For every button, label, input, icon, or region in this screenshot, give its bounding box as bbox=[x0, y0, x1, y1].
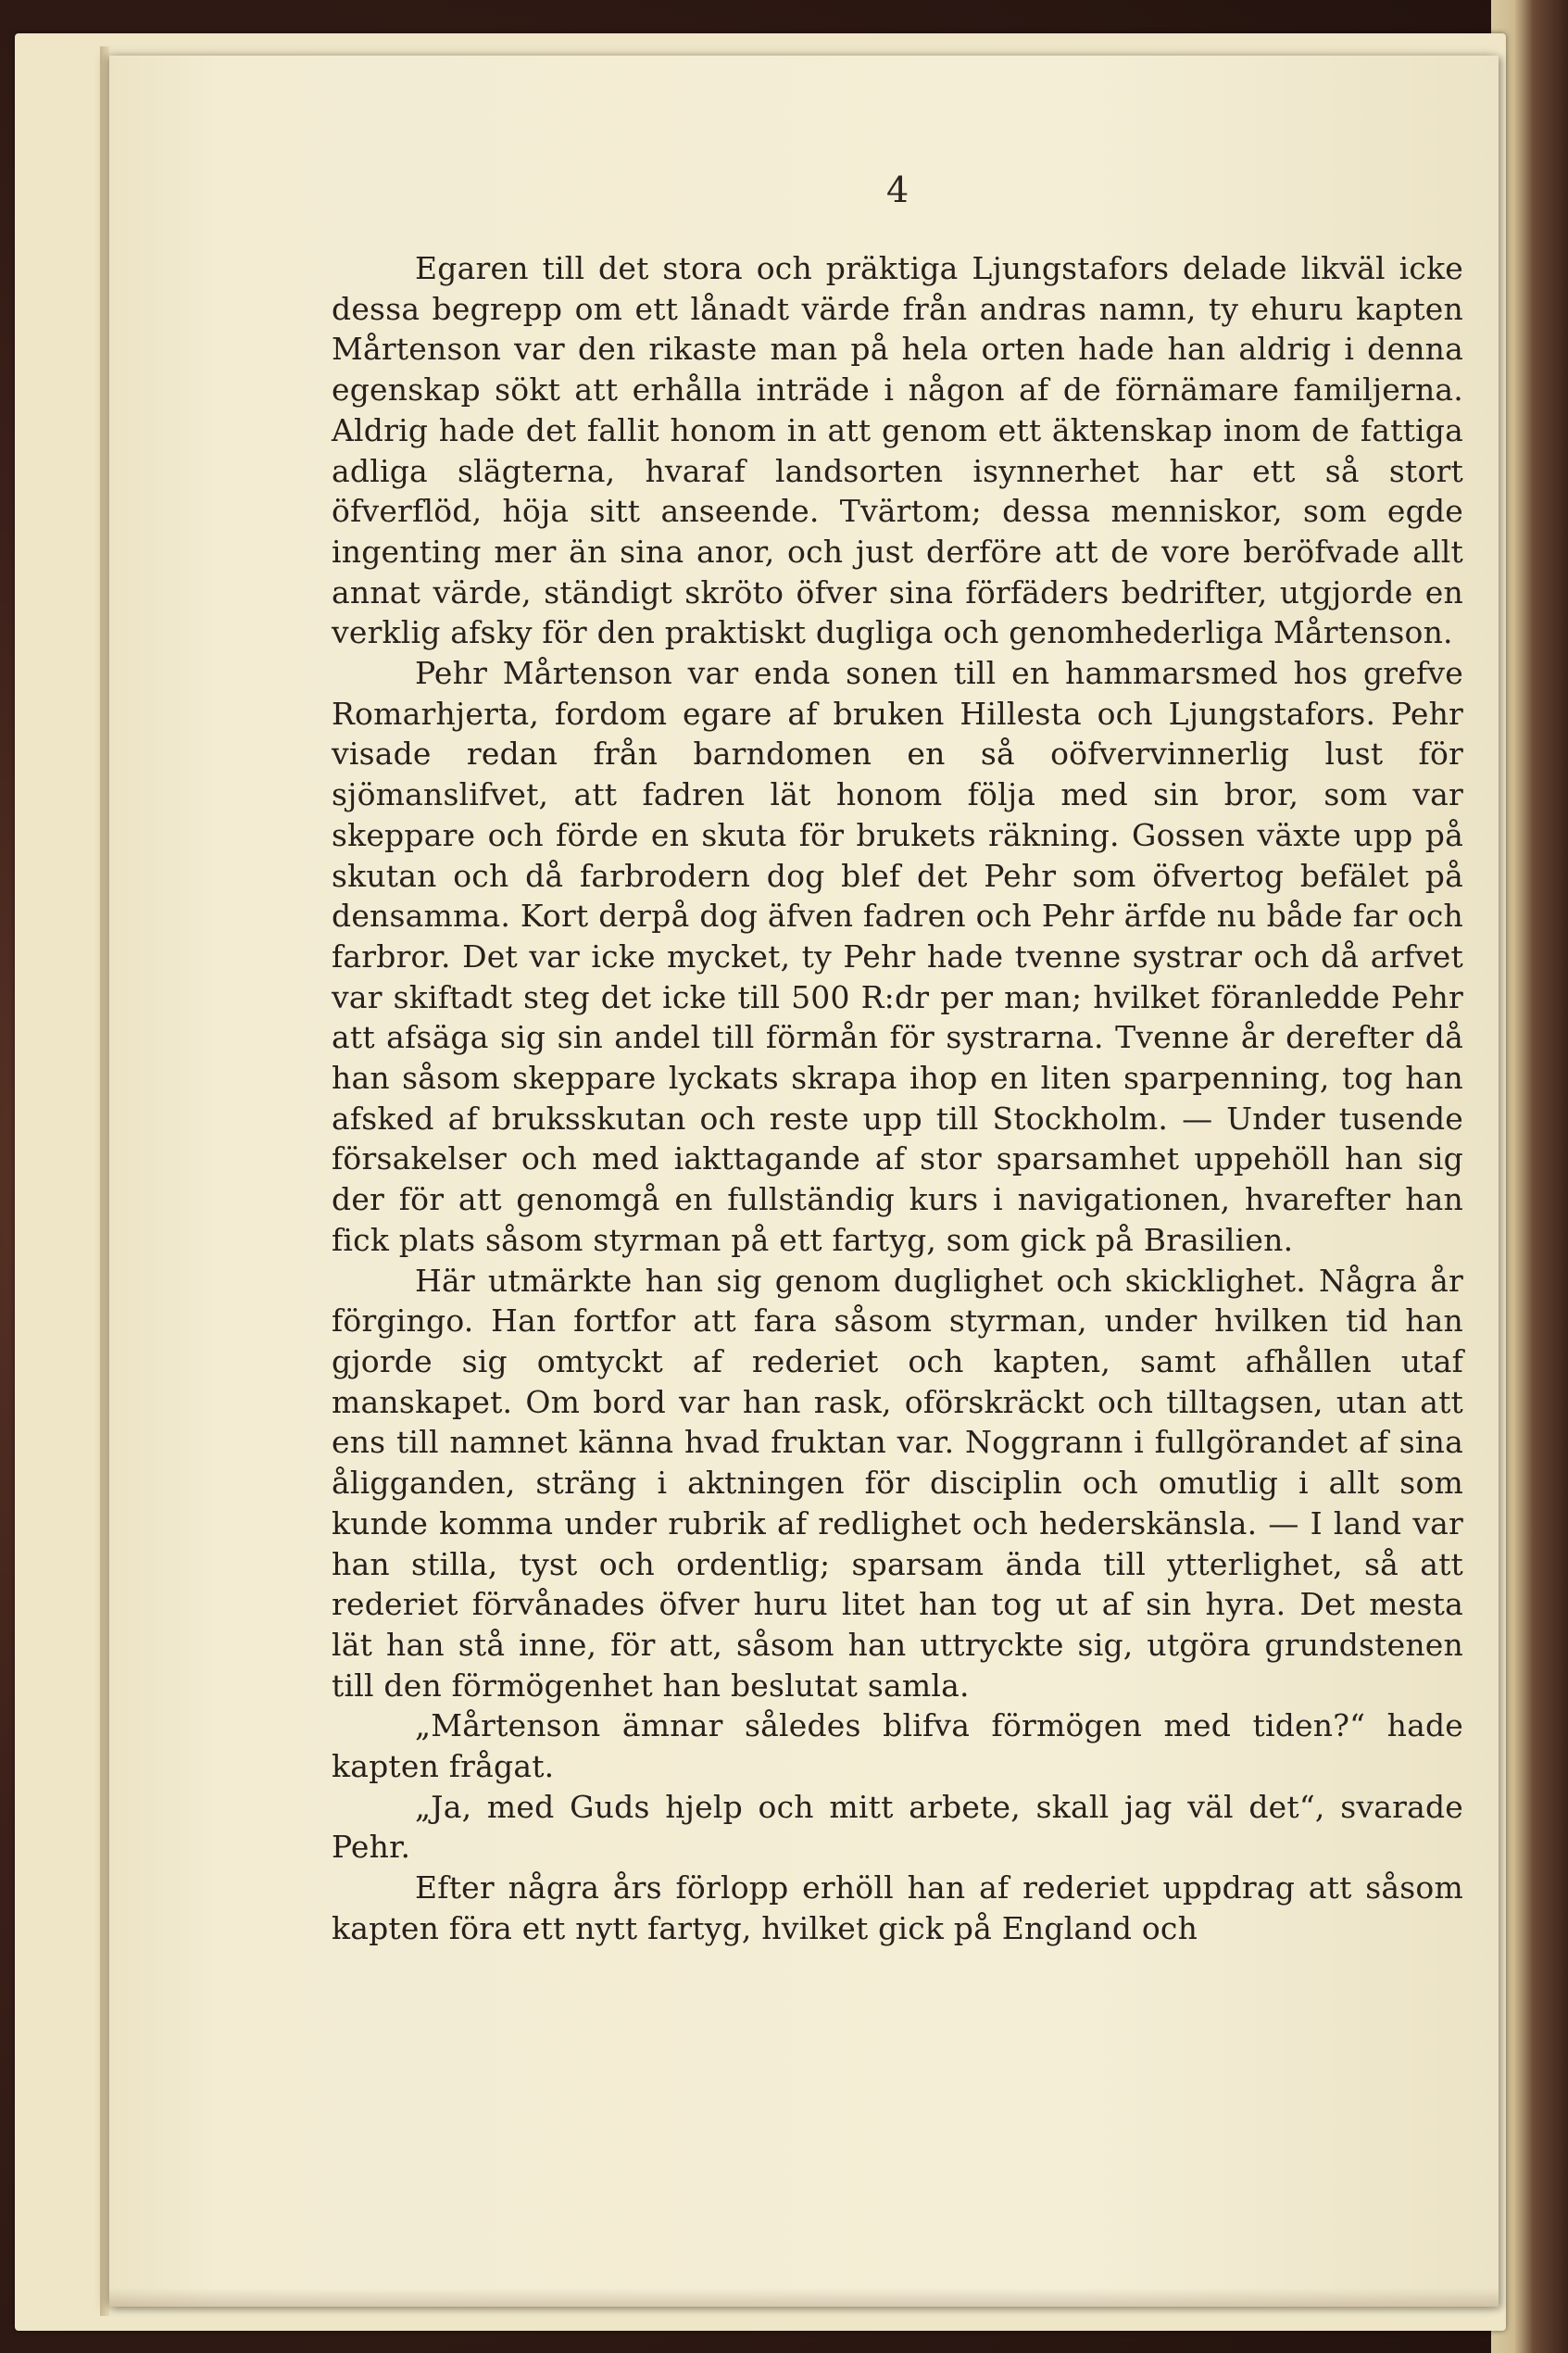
body-text bbox=[332, 248, 1463, 1949]
paragraph-2: Pehr Mårtenson var enda sonen till en hammarsmed hos grefve Romarhjerta, fordom egare af bruken Hillesta och Ljungstafors. Pehr visade redan från barndomen en så oöfvervinnerlig lust för sjömanslifvet, att fadren lät honom följa med sin bror, som var skeppare och förde en skuta för brukets räkning. Gossen växte upp på skutan och då farbrodern dog blef det Pehr som öfvertog befälet på densamma. Kort derpå dog äfven fadren och Pehr ärfde nu både far och farbror. Det var icke mycket, ty Pehr hade tvenne systrar och då arfvet var skiftadt steg det icke till 500 R:dr per man; hvilket föranledde Pehr att afsäga sig sin andel till förmån för systrarna. Tvenne år derefter då han såsom skeppare lyckats skrapa ihop en liten sparpenning, tog han afsked af bruksskutan och reste upp till Stockholm. — Under tusende försakelser och med iakttagande af stor sparsamhet uppehöll han sig der för att genomgå en fullständig kurs i navigationen, hvarefter han fick plats såsom styrman på ett fartyg, som gick på Brasilien. bbox=[332, 655, 1463, 1258]
paragraph-1: Egaren till det stora och präktiga Ljungstafors delade likväl icke dessa begrepp om ett lånadt värde från andras namn, ty ehuru kapten Mårtenson var den rikaste man på hela orten hade han aldrig i denna egenskap sökt att erhålla inträde i någon af de förnämare familjerna. Aldrig hade det fallit honom in att genom ett äktenskap inom de fattiga adliga slägterna, hvaraf landsorten isynnerhet har ett så stort öfverflöd, höja sitt anseende. Tvärtom; dessa menniskor, som egde ingenting mer än sina anor, och just derföre att de vore beröfvade allt annat värde, ständigt skröto öfver sina förfäders bedrifter, utgjorde en verklig afsky för den praktiskt dugliga och genomhederliga Mårtenson. bbox=[332, 250, 1463, 651]
paragraph-4: „Mårtenson ämnar således blifva förmögen med tiden?“ hade kapten frågat. bbox=[332, 1707, 1463, 1785]
page-bottom-shadow bbox=[109, 2288, 1499, 2307]
paragraph-3: Här utmärkte han sig genom duglighet och skicklighet. Några år förgingo. Han fortfor att fara såsom styrman, under hvilken tid han gjorde sig omtyckt af rederiet och kapten, samt afhållen utaf manskapet. Om bord var han rask, oförskräckt och tilltagsen, utan att ens till namnet känna hvad fruktan var. Noggrann i fullgörandet af sina åligganden, sträng i aktningen för disciplin och omutlig i allt som kunde komma under rubrik af redlighet och hederskänsla. — I land var han stilla, tyst och ordentlig; sparsam ända till ytterlighet, så att rederiet förvånades öfver huru litet han tog ut af sin hyra. Det mesta lät han stå inne, för att, såsom han uttryckte sig, utgöra grundstenen till den förmögenhet han beslutat samla. bbox=[332, 1262, 1463, 1704]
page-gutter-edge bbox=[100, 46, 109, 2316]
paragraph-6: Efter några års förlopp erhöll han af rederiet uppdrag att såsom kapten föra ett nytt fartyg, hvilket gick på England och bbox=[332, 1869, 1463, 1946]
paragraph-5: „Ja, med Guds hjelp och mitt arbete, skall jag väl det“, svarade Pehr. bbox=[332, 1788, 1463, 1866]
page-number: 4 bbox=[886, 170, 909, 210]
